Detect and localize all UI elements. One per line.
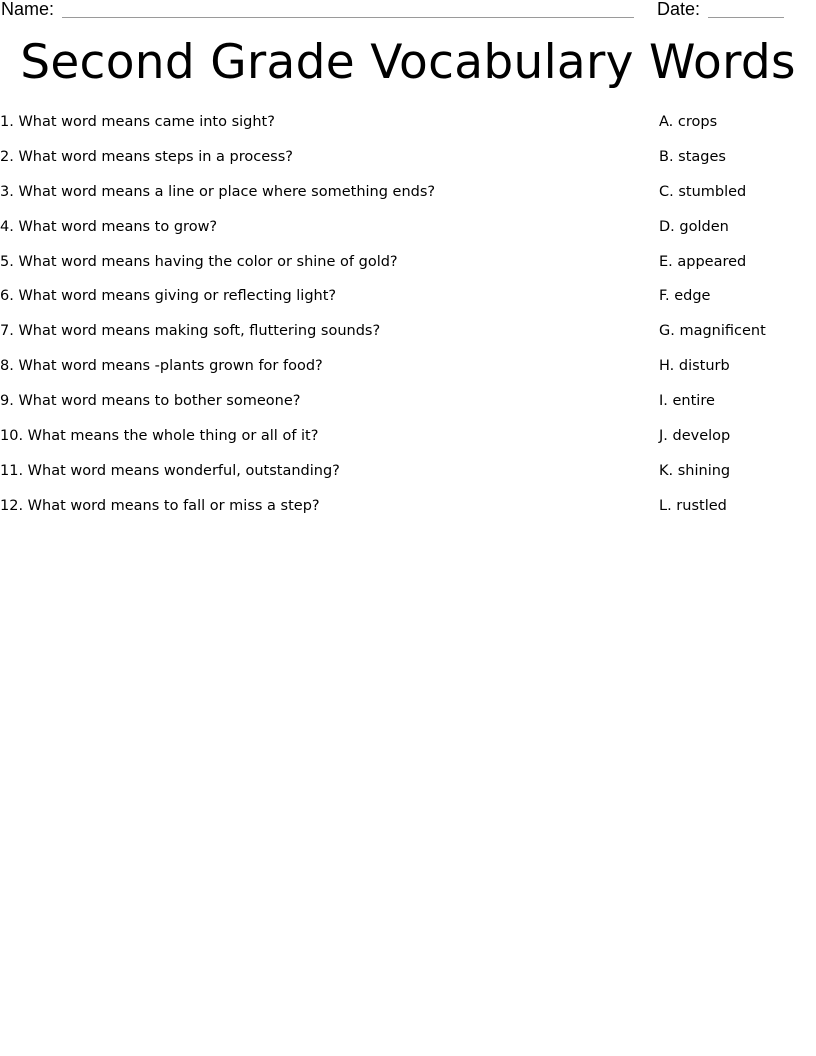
question-item: 1. What word means came into sight? [0, 114, 275, 130]
question-item: 12. What word means to fall or miss a step? [0, 497, 320, 514]
answer-item: L. rustled [659, 497, 727, 514]
answer-item: C. stumbled [659, 183, 747, 200]
page-title: Second Grade Vocabulary Words [20, 35, 796, 90]
answer-item: J. develop [659, 428, 731, 445]
answer-item: E. appeared [659, 253, 747, 270]
question-item: 3. What word means a line or place where something ends? [0, 183, 436, 200]
question-item: 4. What word means to grow? [0, 218, 218, 235]
question-item: 2. What word means steps in a process? [0, 148, 293, 165]
answer-item: D. golden [659, 218, 729, 235]
question-item: 10. What means the whole thing or all of it? [0, 428, 319, 445]
question-item: 11. What word means wonderful, outstanding? [0, 462, 340, 479]
name-blank-line [62, 17, 634, 18]
date-blank-line [708, 17, 784, 18]
answer-item: I. entire [659, 393, 715, 410]
answer-item: G. magnificent [659, 323, 766, 340]
answer-item: H. disturb [659, 358, 730, 375]
answer-item: K. shining [659, 462, 731, 479]
question-item: 6. What word means giving or reflecting light? [0, 288, 337, 305]
question-list [0, 112, 640, 531]
question-item: 9. What word means to bother someone? [0, 393, 301, 410]
question-item: 7. What word means making soft, fluttering sounds? [0, 323, 381, 340]
question-item: 8. What word means -plants grown for food? [0, 358, 323, 375]
question-item: 5. What word means having the color or shine of gold? [0, 253, 398, 270]
answer-list [659, 112, 809, 531]
answer-item: F. edge [659, 288, 711, 305]
answer-item: A. crops [659, 114, 718, 130]
answer-item: B. stages [659, 148, 726, 165]
worksheet-header [0, 0, 816, 24]
date-label: Date: [657, 0, 701, 19]
name-label: Name: [1, 0, 55, 19]
